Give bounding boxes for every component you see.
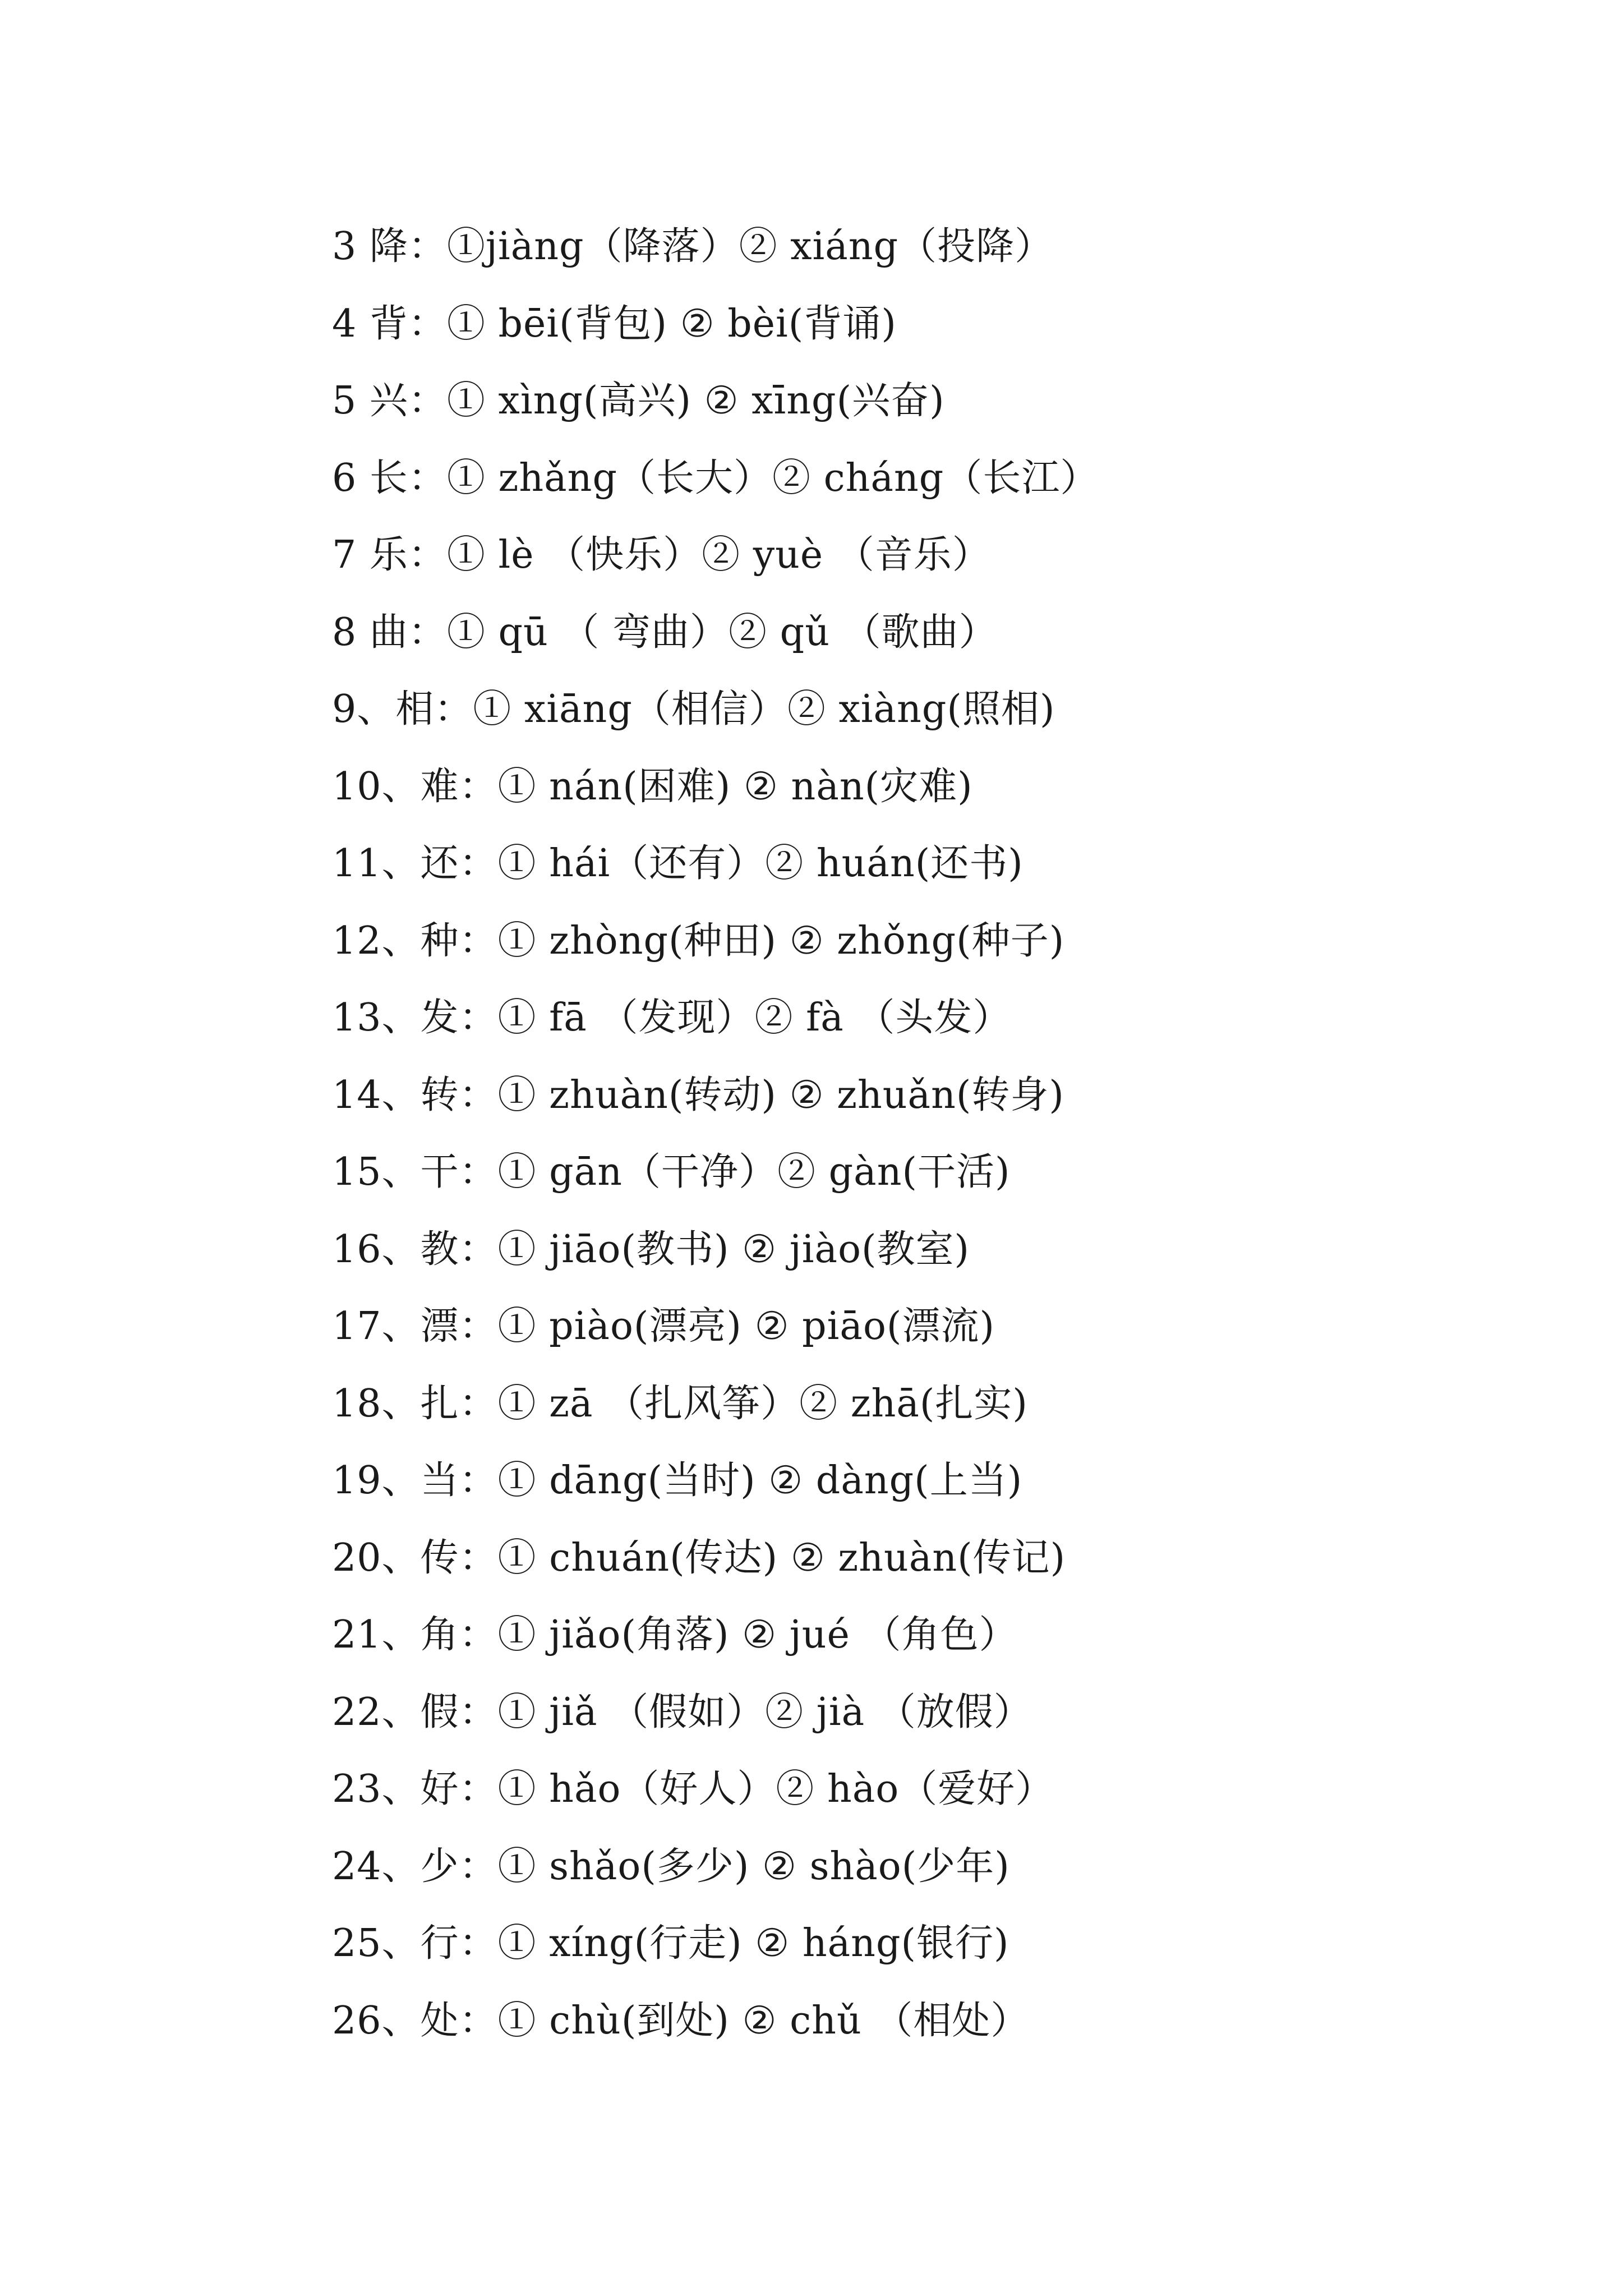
list-item: 16、教：① jiāo(教书) ② jiào(教室) [332,1227,970,1272]
list-item: 26、处：① chù(到处) ② chǔ （相处） [332,1998,1030,2043]
list-item: 11、还：① hái（还有）② huán(还书) [332,841,1023,886]
list-item: 4 背：① bēi(背包) ② bèi(背诵) [332,301,897,346]
list-item: 18、扎：① zā （扎风筝）② zhā(扎实) [332,1381,1028,1426]
list-item: 23、好：① hǎo（好人）② hào（爱好） [332,1767,1054,1811]
list-item: 5 兴：① xìng(高兴) ② xīng(兴奋) [332,379,945,423]
list-item: 15、干：① gān（干净）② gàn(干活) [332,1150,1011,1194]
list-item: 20、传：① chuán(传达) ② zhuàn(传记) [332,1535,1066,1580]
list-item: 22、假：① jiǎ （假如）② jià （放假） [332,1690,1032,1734]
list-item: 24、少：① shǎo(多少) ② shào(少年) [332,1844,1010,1889]
list-item: 19、当：① dāng(当时) ② dàng(上当) [332,1458,1023,1503]
list-item: 6 长：① zhǎng（长大）② cháng（长江） [332,455,1099,500]
list-item: 7 乐：① lè （快乐）② yuè （音乐） [332,533,991,577]
list-item: 14、转：① zhuàn(转动) ② zhuǎn(转身) [332,1073,1064,1117]
list-item: 25、行：① xíng(行走) ② háng(银行) [332,1921,1009,1966]
list-item: 3 降：①jiàng（降落）② xiáng（投降） [332,224,1054,269]
list-item: 12、种：① zhòng(种田) ② zhǒng(种子) [332,918,1065,963]
list-item: 17、漂：① piào(漂亮) ② piāo(漂流) [332,1304,995,1349]
list-item: 13、发：① fā （发现）② fà （头发） [332,996,1012,1040]
list-item: 8 曲：① qū （ 弯曲）② qǔ （歌曲） [332,610,998,655]
polyphonic-character-list [332,219,1566,2070]
list-item: 10、难：① nán(困难) ② nàn(灾难) [332,764,973,809]
list-item: 9、相：① xiāng（相信）② xiàng(照相) [332,687,1055,731]
list-item: 21、角：① jiǎo(角落) ② jué （角色） [332,1613,1018,1657]
